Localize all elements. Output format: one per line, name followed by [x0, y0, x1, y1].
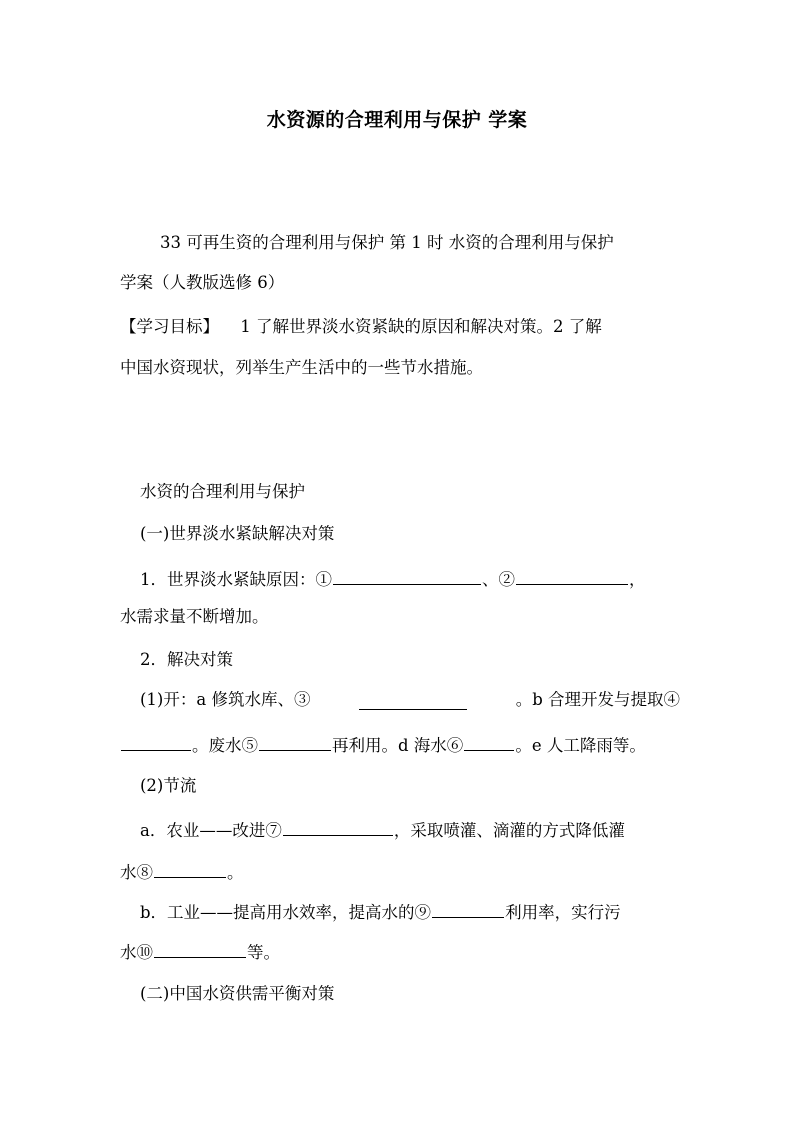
blank-10[interactable]: [154, 940, 246, 958]
item1-cont: 水需求量不断增加。: [120, 607, 269, 626]
kai-line-2: [120, 733, 680, 756]
blank-6[interactable]: [464, 733, 514, 751]
part1-heading: (一)世界淡水紧缺解决对策: [140, 524, 335, 543]
intro-line-1: [120, 233, 680, 253]
goal-text-1: 1 了解世界淡水资紧缺的原因和解决对策。2 了解: [240, 317, 602, 336]
section-title-line: [120, 482, 680, 502]
item1-sep: 、②: [482, 570, 515, 589]
ind-c: 水⑩: [120, 943, 153, 962]
agri-line-2: [120, 860, 680, 883]
blank-1[interactable]: [333, 567, 481, 585]
blank-7[interactable]: [283, 818, 393, 836]
agri-line-1: [120, 818, 680, 841]
ind-d: 等。: [247, 943, 280, 962]
agri-c: 水⑧: [120, 863, 153, 882]
section-title: 水资的合理利用与保护: [140, 482, 305, 501]
agri-b: ，采取喷灌、滴灌的方式降低灌: [393, 821, 625, 840]
kai-c: 。废水⑤: [192, 736, 258, 755]
jieliu: (2)节流: [140, 776, 197, 795]
blank-8[interactable]: [154, 860, 226, 878]
blank-2[interactable]: [516, 567, 628, 585]
intro-line-2: [120, 273, 680, 293]
part2-heading: (二)中国水资供需平衡对策: [140, 984, 335, 1003]
agri-a: a．农业——改进⑦: [140, 821, 282, 840]
kai-a: (1)开：a 修筑水库、③: [140, 690, 311, 709]
item2: 2．解决对策: [140, 650, 233, 669]
item1-end: ，: [629, 570, 646, 589]
ind-line-1: [120, 900, 680, 923]
ind-b: 利用率，实行污: [505, 903, 621, 922]
item1-cont-line: [120, 607, 680, 627]
part1-line: [120, 524, 680, 544]
blank-5[interactable]: [259, 733, 331, 751]
blank-4[interactable]: [121, 733, 191, 751]
kai-b: 。b 合理开发与提取④: [515, 690, 680, 709]
intro-text-2: 学案（人教版选修 6）: [120, 273, 285, 292]
kai-e: 。e 人工降雨等。: [515, 736, 646, 755]
part2-line: [120, 984, 680, 1004]
item2-line: [120, 650, 680, 670]
kai-line-1: [120, 690, 680, 710]
intro-text-1: 33 可再生资的合理利用与保护 第 1 时 水资的合理利用与保护: [160, 233, 614, 252]
goal-line-1: [120, 317, 680, 337]
blank-9[interactable]: [432, 900, 504, 918]
ind-a: b．工业——提高用水效率，提高水的⑨: [140, 903, 432, 922]
ind-line-2: [120, 940, 680, 963]
document-title: 水资源的合理利用与保护 学案: [266, 109, 528, 131]
item1-line: [120, 567, 680, 590]
jieliu-line: [120, 776, 680, 796]
agri-d: 。: [227, 863, 244, 882]
goal-label: 【学习目标】: [120, 317, 219, 336]
blank-3[interactable]: [359, 692, 467, 710]
goal-text-2: 中国水资现状，列举生产生活中的一些节水措施。: [120, 358, 483, 377]
item1-prefix: 1．世界淡水紧缺原因：①: [140, 570, 332, 589]
goal-line-2: [120, 358, 680, 378]
kai-d: 再利用。d 海水⑥: [332, 736, 464, 755]
